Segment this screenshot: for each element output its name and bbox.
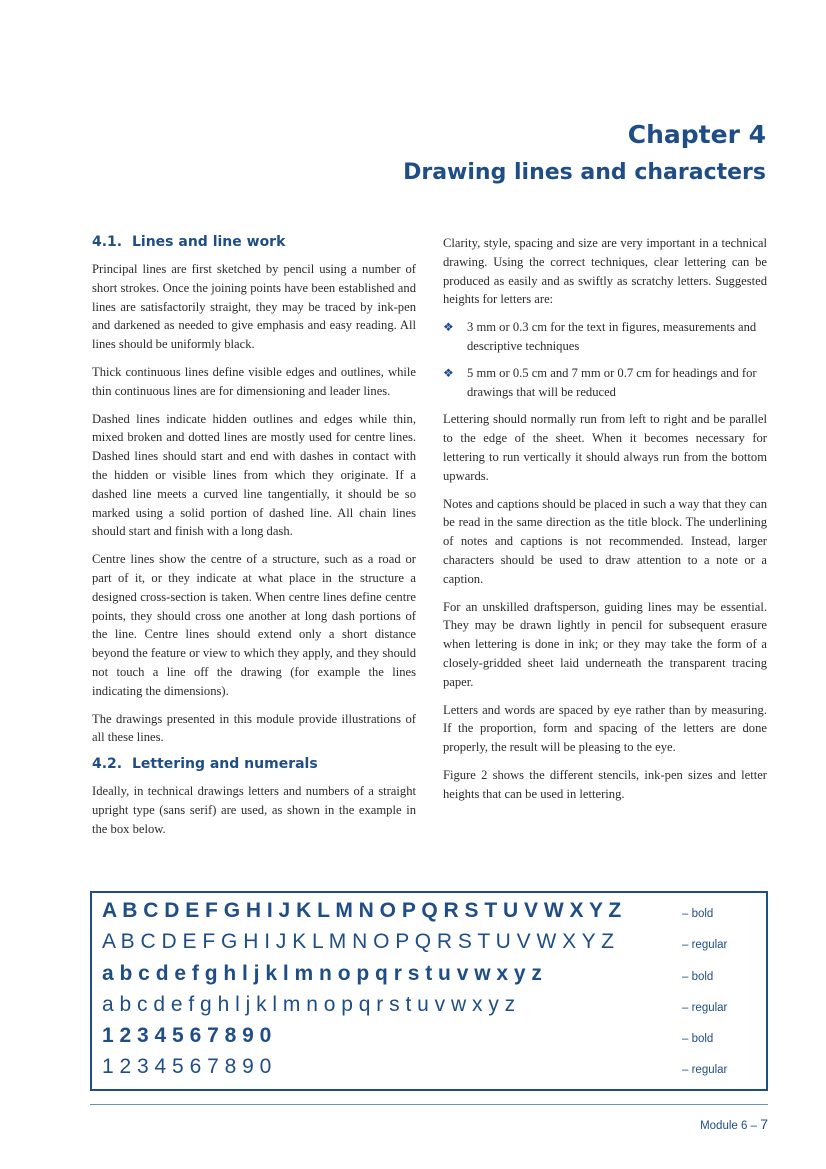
module-label: Module 6 xyxy=(700,1120,748,1132)
weight-label: – regular xyxy=(682,1002,728,1014)
numerals-regular-row: 1 2 3 4 5 6 7 8 9 0 xyxy=(102,1055,272,1078)
diamond-bullet-icon: ❖ xyxy=(443,365,454,380)
section-number: 4.1. xyxy=(92,234,123,250)
paragraph: Figure 2 shows the different stencils, ink-pen sizes and letter heights that can be used in lettering. xyxy=(443,767,767,801)
weight-label: – bold xyxy=(682,971,714,983)
weight-label: – regular xyxy=(682,1064,728,1076)
section-heading-4-1 xyxy=(92,234,416,250)
chapter-number: Chapter 4 xyxy=(627,120,766,149)
paragraph: Principal lines are first sketched by pencil using a number of short strokes. Once the joining points have been established and lines are satisfactorily straight, they may be traced by ink-pen and darkened as needed to give emphasis and easy reading. All lines should be uniformly black. xyxy=(92,262,416,352)
footer-divider xyxy=(90,1104,768,1105)
list-item-text: 3 mm or 0.3 cm for the text in figures, measurements and descriptive techniques xyxy=(467,320,757,353)
list-item xyxy=(443,364,767,402)
letter-height-list xyxy=(443,318,767,401)
weight-label: – bold xyxy=(682,1033,714,1045)
section-title: Lines and line work xyxy=(132,234,286,250)
paragraph: Dashed lines indicate hidden outlines and edges while thin, mixed broken and dotted lines are mostly used for centre lines. Dashed lines should start and end with dashes in contact with the hidden or visible lines from which they originate. If a dashed line meets a curved line tangentially, it should be so marked using a solid portion of dashed line. All chain lines should start and finish with a long dash. xyxy=(92,411,416,539)
numerals-bold-row: 1 2 3 4 5 6 7 8 9 0 xyxy=(102,1024,272,1047)
paragraph: The drawings presented in this module provide illustrations of all these lines. xyxy=(92,711,416,745)
paragraph: Lettering should normally run from left to right and be parallel to the edge of the sheet. When it becomes necessary for lettering to run vertically it should always run from the bottom upwards. xyxy=(443,412,767,483)
paragraph: Clarity, style, spacing and size are very important in a technical drawing. Using the correct techniques, clear lettering can be produced as easily and as swiftly as scratchy letters. Suggested heights for letters are: xyxy=(443,236,767,307)
section-title: Lettering and numerals xyxy=(132,756,318,773)
section-number: 4.2. xyxy=(92,756,123,773)
paragraph: Notes and captions should be placed in such a way that they can be read in the same direction as the title block. The underlining of notes and captions is not recommended. Instead, larger characters should be used to draw attention to a note or a caption. xyxy=(443,496,767,586)
section-heading-4-2 xyxy=(92,756,416,772)
chapter-title: Drawing lines and characters xyxy=(403,160,766,185)
weight-label: – bold xyxy=(682,908,714,920)
lowercase-regular-row: a b c d e f g h l j k l m n o p q r s t u v w x y z xyxy=(102,993,516,1016)
paragraph: Centre lines show the centre of a structure, such as a road or part of it, or they indicate at what place in the structure a designed cross-section is taken. When centre lines define centre points, they should cross one another at long dash portions of the line. Centre lines should extend only a short distance beyond the feature or view to which they apply, and they should not touch a line off the drawing (for example the lines indicating the dimensions). xyxy=(92,552,416,698)
right-column xyxy=(443,234,767,813)
weight-label: – regular xyxy=(682,939,728,951)
lettering-example-box xyxy=(90,891,768,1091)
diamond-bullet-icon: ❖ xyxy=(443,320,454,335)
page-number: 7 xyxy=(760,1116,768,1132)
paragraph: Thick continuous lines define visible edges and outlines, while thin continuous lines are for dimensioning and leader lines. xyxy=(92,364,416,398)
left-column xyxy=(92,234,416,848)
footer-separator: – xyxy=(750,1120,757,1132)
list-item-text: 5 mm or 0.5 cm and 7 mm or 0.7 cm for headings and for drawings that will be reduced xyxy=(467,365,757,399)
list-item xyxy=(443,318,767,356)
paragraph: For an unskilled draftsperson, guiding lines may be essential. They may be drawn lightly in pencil for subsequent erasure when lettering is done in ink; or they may take the form of a closely-gridded sheet laid underneath the transparent tracing paper. xyxy=(443,599,767,689)
uppercase-regular-row: A B C D E F G H I J K L M N O P Q R S T U V W X Y Z xyxy=(102,930,614,953)
uppercase-bold-row: A B C D E F G H I J K L M N O P Q R S T U V W X Y Z xyxy=(102,899,622,922)
page-footer xyxy=(700,1116,768,1132)
paragraph: Letters and words are spaced by eye rather than by measuring. If the proportion, form and spacing of the letters are done properly, the result will be pleasing to the eye. xyxy=(443,702,767,755)
lowercase-bold-row: a b c d e f g h l j k l m n o p q r s t u v w x y z xyxy=(102,962,542,985)
paragraph: Ideally, in technical drawings letters and numbers of a straight upright type (sans serif) are used, as shown in the example in the box below. xyxy=(92,784,416,836)
